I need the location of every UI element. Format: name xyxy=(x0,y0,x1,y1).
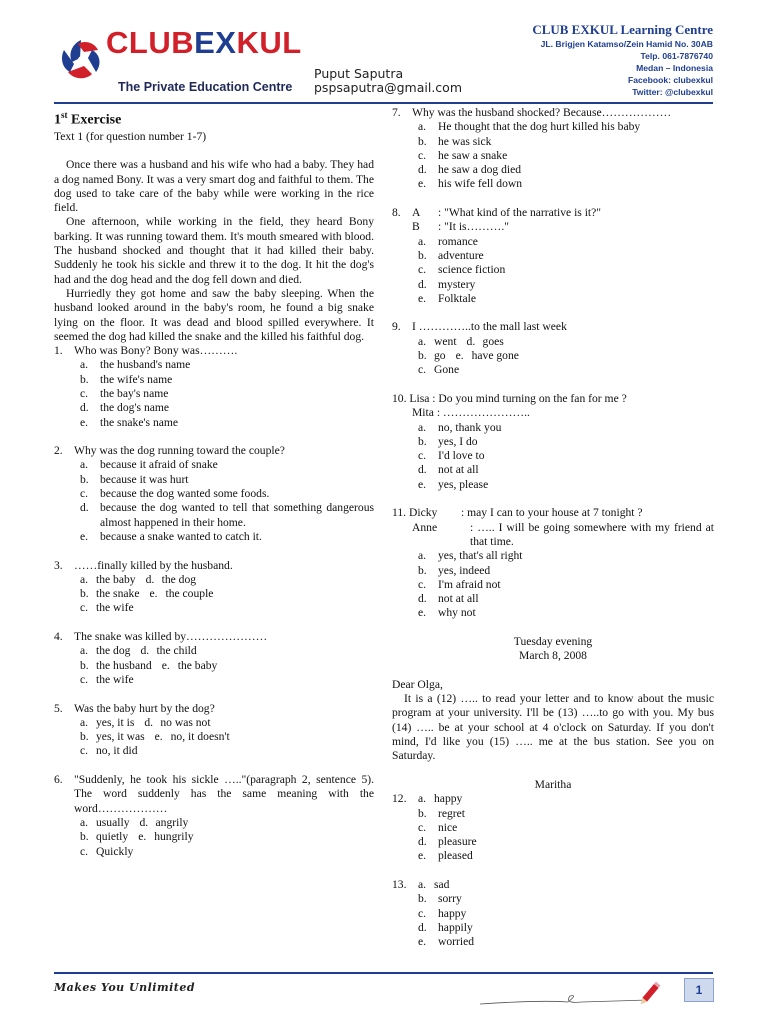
logo-emblem-icon xyxy=(58,36,104,82)
option: e. because a snake wanted to catch it. xyxy=(80,529,262,543)
option: b. because it was hurt xyxy=(80,472,189,486)
option: e. yes, please xyxy=(418,477,489,491)
option: e. worried xyxy=(418,935,475,949)
question-6: 6. "Suddenly, he took his sickle ….."(paragraph 2, sentence 5). The word suddenly has the same meaning with the word……………… xyxy=(54,773,374,815)
centre-name: CLUB EXKUL Learning Centre xyxy=(532,22,713,37)
page-number: 1 xyxy=(684,978,714,1002)
question-12-options xyxy=(392,807,714,864)
option-row: b. the husband e. the baby xyxy=(80,658,218,672)
option: e. why not xyxy=(418,606,476,620)
option: c. happy xyxy=(418,906,467,920)
letter-greeting: Dear Olga, xyxy=(392,677,443,691)
logo-subtitle: The Private Education Centre xyxy=(118,80,293,94)
question-9: 9. I …………..to the mall last week xyxy=(392,320,567,334)
question-7: 7. Why was the husband shocked? Because……………… xyxy=(392,106,672,119)
left-column xyxy=(54,106,374,859)
option: d. not at all xyxy=(418,592,479,606)
option-row: a. yes, it is d. no was not xyxy=(80,715,211,729)
option-row: c. Quickly xyxy=(80,844,134,858)
header-divider xyxy=(54,102,713,104)
option: a. no, thank you xyxy=(418,420,502,434)
option: b. yes, I do xyxy=(418,434,478,448)
option: c. the bay's name xyxy=(80,387,169,400)
right-column xyxy=(392,106,714,950)
question-2-options xyxy=(54,458,374,544)
author-block xyxy=(314,67,462,95)
letter-day: Tuesday evening xyxy=(513,634,593,648)
question-1-options xyxy=(54,358,374,429)
centre-address: JL. Brigjen Katamso/Zein Hamid No. 30AB xyxy=(540,39,713,49)
option-row: a. the dog d. the child xyxy=(80,644,197,658)
question-12: 12. a. happy xyxy=(392,792,463,806)
club-exkul-logo xyxy=(58,25,318,102)
exercise-title: 1st Exercise xyxy=(54,110,122,128)
question-13: 13. a. sad xyxy=(392,878,450,892)
option: a. because it afraid of snake xyxy=(80,458,218,472)
question-5: 5. Was the baby hurt by the dog? xyxy=(54,701,215,715)
story-paragraph: One afternoon, while working in the field, they heard Bony barking. It was running toward them. It's mouth smeared with blood. The husband shocked and thought that it had killed their baby. Suddenly he took his sickle and threw it to the dog. It hit the dog's had and the dog head and the dog fell down and died. xyxy=(54,215,374,286)
option: b. he was sick xyxy=(418,134,492,148)
option-row: b. quietly e. hungrily xyxy=(80,830,194,844)
option: c. nice xyxy=(418,820,458,834)
letter-signature: Maritha xyxy=(534,777,572,791)
option-row: a. the baby d. the dog xyxy=(80,572,197,586)
option: b. adventure xyxy=(418,248,484,262)
question-11-options xyxy=(392,549,714,620)
option: b. sorry xyxy=(418,892,462,906)
dialogue-line: B : "It is………." xyxy=(412,220,509,234)
footer-slogan: Makes You Unlimited xyxy=(54,981,196,994)
pencil-swirl-icon xyxy=(478,982,678,1008)
logo-wordmark: CLUBEXKUL xyxy=(106,25,302,60)
option: c. because the dog wanted some foods. xyxy=(80,487,270,501)
option: e. the snake's name xyxy=(80,415,179,429)
exercise-subtitle: Text 1 (for question number 1-7) xyxy=(54,129,207,143)
question-13-options xyxy=(392,892,714,949)
option-row: a. usually d. angrily xyxy=(80,815,189,829)
option-row: c. no, it did xyxy=(80,744,138,758)
option-row: c. the wife xyxy=(80,672,134,686)
letter-date: March 8, 2008 xyxy=(519,649,587,663)
centre-phone: Telp. 061-7876740 xyxy=(640,51,713,61)
question-11: 11. Dicky : may I can to your house at 7 tonight ? xyxy=(392,506,643,520)
option-row: a. went d. goes xyxy=(418,334,504,348)
option-row: b. go e. have gone xyxy=(418,349,519,363)
option: d. pleasure xyxy=(418,835,477,849)
question-7-options xyxy=(392,120,714,191)
question-2: 2. Why was the dog running toward the couple? xyxy=(54,444,285,458)
option: d. mystery xyxy=(418,277,476,291)
option: e. Folktale xyxy=(418,291,476,305)
question-1: 1. Who was Bony? Bony was………. xyxy=(54,344,238,358)
story-paragraph: Hurriedly they got home and saw the baby sleeping. When the husband looked around in the baby's room, he found a big snake lying on the floor. It was dead and blood spilled everywhere. It seemed the dog had killed the snake and the killed his faithful dog. xyxy=(54,286,374,343)
question-8: 8. A : "What kind of the narrative is it?" xyxy=(392,206,602,220)
centre-contact xyxy=(532,22,713,98)
option: b. regret xyxy=(418,806,466,820)
letter-body: It is a (12) ….. to read your letter and to know about the music program at your university. I'll be (13) …..to go with you. My bus (14) ….. be at your school at 4 o'clock on Saturday. If you don't mind, I'd like you (15) ….. me at the bus station. See you on Saturday. xyxy=(392,692,714,763)
option: b. yes, indeed xyxy=(418,563,491,577)
option: a. yes, that's all right xyxy=(418,549,523,563)
option: d. not at all xyxy=(418,463,479,477)
author-name: Puput Saputra xyxy=(314,66,404,81)
option: e. his wife fell down xyxy=(418,177,523,191)
option: e. pleased xyxy=(418,849,473,863)
option: c. I'd love to xyxy=(418,449,485,463)
question-10: 10. Lisa : Do you mind turning on the fan for me ? xyxy=(392,391,627,405)
option-row: b. yes, it was e. no, it doesn't xyxy=(80,730,230,744)
question-8-options xyxy=(392,235,714,306)
option: a. romance xyxy=(418,234,478,248)
question-10-options xyxy=(392,421,714,492)
author-email: pspsaputra@gmail.com xyxy=(314,80,462,95)
centre-city: Medan – Indonesia xyxy=(636,63,713,73)
option: d. the dog's name xyxy=(80,401,170,415)
centre-facebook: Facebook: clubexkul xyxy=(627,75,713,85)
option: b. the wife's name xyxy=(80,372,173,386)
option: d. because the dog wanted to tell that something dangerous almost happened in their home. xyxy=(80,501,374,529)
option: c. he saw a snake xyxy=(418,148,508,162)
option: d. happily xyxy=(418,920,473,934)
question-4: 4. The snake was killed by………………… xyxy=(54,630,268,644)
dialogue-line: Mita : ………………….. xyxy=(412,406,530,420)
option: d. he saw a dog died xyxy=(418,163,522,177)
option-row: c. the wife xyxy=(80,601,134,615)
story-paragraph: Once there was a husband and his wife who had a baby. They had a dog named Bony. It was a very smart dog and faithful to them. The dog used to take care of the baby while were working in the rice field. xyxy=(54,158,374,215)
option-row: b. the snake e. the couple xyxy=(80,587,214,601)
footer-divider xyxy=(54,972,713,974)
dialogue-line: Anne : ….. I will be going somewhere with my friend at that time. xyxy=(412,520,714,548)
question-3: 3. ……finally killed by the husband. xyxy=(54,558,233,572)
centre-twitter: Twitter: @clubexkul xyxy=(632,87,713,97)
option: c. I'm afraid not xyxy=(418,577,501,591)
option-row: c. Gone xyxy=(418,363,460,377)
option: a. He thought that the dog hurt killed his baby xyxy=(418,120,641,134)
option: c. science fiction xyxy=(418,263,506,277)
option: a. the husband's name xyxy=(80,358,191,372)
